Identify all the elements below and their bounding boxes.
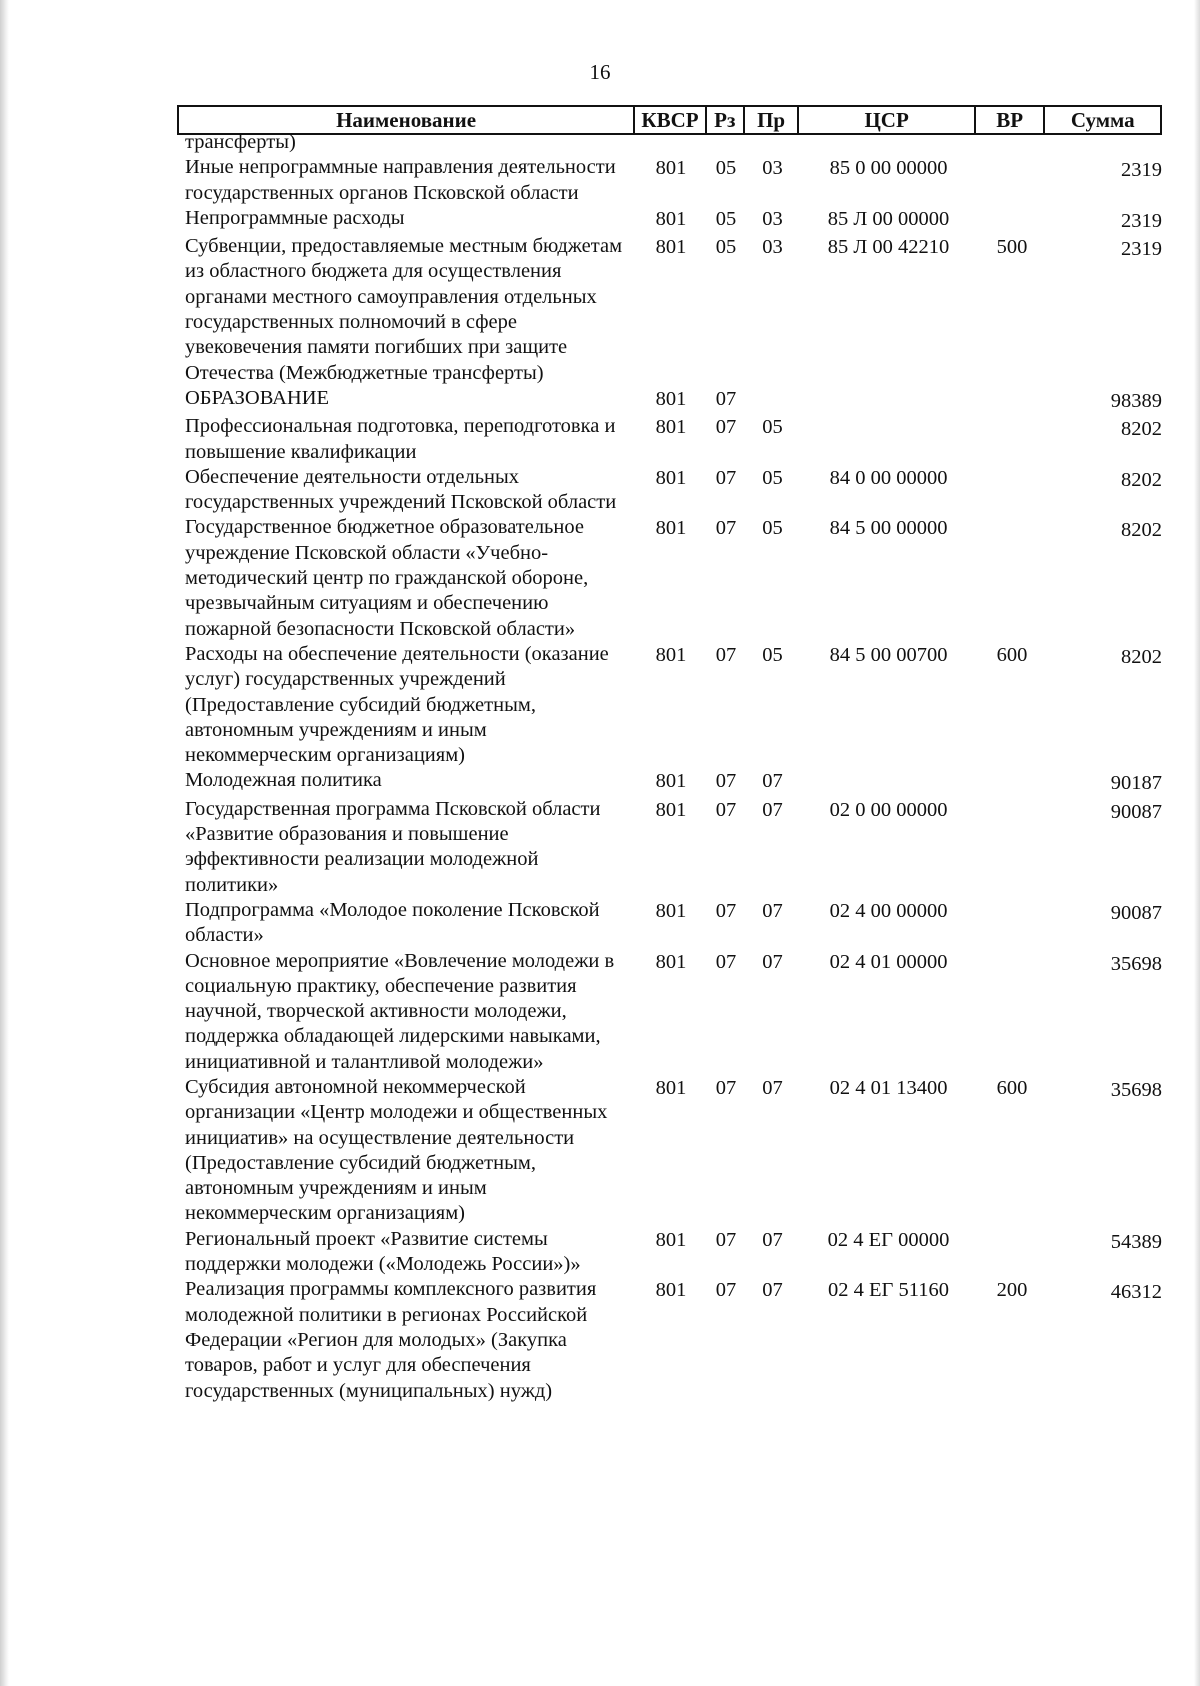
row-pr: 03	[762, 236, 783, 259]
row-kvsr: 801	[655, 950, 687, 973]
table-row	[185, 386, 1175, 414]
row-pr: 07	[762, 899, 783, 922]
row-kvsr: 801	[655, 1279, 687, 1302]
row-kvsr: 801	[655, 899, 687, 922]
row-sum: 35698	[1110, 1078, 1162, 1101]
table-row	[185, 1277, 1175, 1403]
row-pr: 07	[762, 1076, 783, 1099]
row-pr: 03	[762, 157, 783, 180]
table-row	[185, 130, 1175, 155]
row-kvsr: 801	[655, 387, 687, 410]
row-pr: 07	[762, 1279, 783, 1302]
row-sum: 90087	[1110, 901, 1162, 924]
row-csr: 02 4 01 13400	[829, 1076, 948, 1099]
row-rz: 07	[715, 1076, 737, 1099]
row-sum: 8202	[1121, 645, 1162, 668]
row-kvsr: 801	[655, 207, 687, 230]
header-kvsr: КВСР	[635, 107, 707, 133]
row-sum: 90087	[1110, 800, 1162, 823]
row-pr	[745, 386, 800, 387]
row-rz: 07	[715, 950, 737, 973]
header-csr: ЦСР	[799, 107, 975, 133]
row-name: Реализация программы комплексного развития молодежной политики в регионах Российской Федерации «Регион для молодых» (Закупка товаров, работ и услуг для обеспечения государственных (муниципальных) нужд)	[185, 1278, 597, 1402]
row-rz: 05	[715, 236, 737, 259]
row-vr	[977, 206, 1047, 207]
row-vr	[977, 386, 1047, 387]
table-row	[185, 234, 1175, 386]
row-kvsr: 801	[655, 798, 687, 821]
row-pr: 05	[762, 517, 783, 540]
header-name: Наименование	[179, 107, 635, 133]
row-vr: 500	[996, 236, 1028, 259]
row-csr: 84 5 00 00000	[829, 517, 948, 540]
row-sum: 8202	[1121, 468, 1162, 491]
row-sum: 8202	[1121, 418, 1162, 441]
row-csr: 84 5 00 00700	[829, 643, 948, 666]
table-row	[185, 642, 1175, 768]
row-sum: 2319	[1121, 209, 1162, 232]
header-rz: Рз	[707, 107, 745, 133]
row-name: Молодежная политика	[185, 769, 382, 792]
row-vr	[977, 949, 1047, 950]
row-rz: 07	[715, 466, 737, 489]
row-rz: 07	[715, 798, 737, 821]
table-row	[185, 768, 1175, 796]
row-pr: 05	[762, 643, 783, 666]
table-row	[185, 898, 1175, 949]
row-sum: 90187	[1110, 772, 1162, 795]
row-pr	[745, 130, 800, 131]
row-kvsr: 801	[655, 643, 687, 666]
row-csr: 02 0 00 00000	[829, 798, 948, 821]
row-name: Государственная программа Псковской области «Развитие образования и повышение эффективности реализации молодежной политики»	[185, 797, 601, 896]
table-row	[185, 515, 1175, 641]
row-csr: 02 4 01 00000	[829, 950, 948, 973]
row-vr	[977, 465, 1047, 466]
scan-edge-left	[0, 0, 9, 1686]
row-sum: 46312	[1110, 1281, 1162, 1304]
row-csr: 02 4 ЕГ 51160	[828, 1279, 949, 1302]
row-sum: 35698	[1110, 952, 1162, 975]
row-rz: 07	[715, 643, 737, 666]
row-vr	[977, 155, 1047, 156]
row-pr: 07	[762, 950, 783, 973]
row-sum: 2319	[1121, 159, 1162, 182]
row-vr	[977, 414, 1047, 415]
row-rz: 05	[715, 157, 737, 180]
table-row	[185, 414, 1175, 465]
row-rz: 07	[715, 416, 737, 439]
row-pr: 07	[762, 798, 783, 821]
row-name: Основное мероприятие «Вовлечение молодежи в социальную практику, обеспечение развития научной, творческой активности молодежи, поддержка обладающей лидерскими навыками, инициативной и талантливой молодежи»	[185, 949, 615, 1073]
row-csr	[800, 386, 977, 387]
row-rz: 07	[715, 770, 737, 793]
row-sum	[1047, 130, 1162, 133]
row-csr	[800, 414, 977, 415]
row-vr: 200	[996, 1279, 1028, 1302]
row-csr: 85 Л 00 42210	[827, 236, 950, 259]
row-sum: 2319	[1121, 238, 1162, 261]
row-name: Иные непрограммные направления деятельности государственных органов Псковской области	[185, 156, 616, 204]
table-row	[185, 949, 1175, 1075]
row-kvsr: 801	[655, 466, 687, 489]
table-row	[185, 465, 1175, 516]
table-row	[185, 1075, 1175, 1227]
row-kvsr	[635, 130, 707, 131]
row-vr: 600	[996, 1076, 1028, 1099]
row-rz: 07	[715, 517, 737, 540]
header-vr: ВР	[976, 107, 1046, 133]
table-row	[185, 206, 1175, 234]
row-pr: 05	[762, 466, 783, 489]
row-sum: 54389	[1110, 1230, 1162, 1253]
row-kvsr: 801	[655, 1076, 687, 1099]
row-vr	[977, 797, 1047, 798]
row-kvsr: 801	[655, 416, 687, 439]
row-sum: 98389	[1110, 389, 1162, 412]
row-name: Субсидия автономной некоммерческой организации «Центр молодежи и общественных инициатив» на осуществление деятельности (Предоставление субсидий бюджетным, автономным учреждениям и иным некоммерческим организациям)	[185, 1075, 608, 1225]
row-csr: 85 Л 00 00000	[827, 207, 950, 230]
row-csr: 84 0 00 00000	[829, 466, 948, 489]
row-kvsr: 801	[655, 157, 687, 180]
row-csr: 85 0 00 00000	[829, 157, 948, 180]
header-sum: Сумма	[1070, 107, 1135, 132]
page-number: 16	[589, 60, 611, 84]
row-name: Подпрограмма «Молодое поколение Псковской области»	[185, 898, 600, 947]
row-name: Обеспечение деятельности отдельных государственных учреждений Псковской области	[185, 465, 617, 514]
row-name: Региональный проект «Развитие системы поддержки молодежи («Молодежь России»)»	[185, 1227, 581, 1276]
table-row	[185, 797, 1175, 898]
row-name: Государственное бюджетное образовательное учреждение Псковской области «Учебно-методический центр по гражданской обороне, чрезвычайным ситуациям и обеспечению пожарной безопасности Псковской области»	[185, 516, 589, 640]
row-pr: 07	[762, 1228, 783, 1251]
row-csr: 02 4 00 00000	[829, 899, 948, 922]
row-rz: 07	[715, 387, 737, 410]
table-body	[185, 130, 1175, 1404]
scan-edge-right	[1194, 0, 1200, 1686]
row-vr	[977, 1227, 1047, 1228]
row-csr	[800, 768, 977, 769]
row-rz: 05	[715, 207, 737, 230]
row-name: ОБРАЗОВАНИЕ	[185, 386, 330, 409]
row-vr	[977, 768, 1047, 769]
row-csr: 02 4 ЕГ 00000	[827, 1228, 950, 1251]
row-rz: 07	[715, 1279, 737, 1302]
row-kvsr: 801	[655, 517, 687, 540]
row-vr: 600	[996, 643, 1028, 666]
row-rz: 07	[715, 899, 737, 922]
row-pr: 07	[762, 770, 783, 793]
row-vr	[977, 130, 1047, 131]
row-name: Непрограммные расходы	[185, 206, 405, 229]
row-rz: 07	[715, 1228, 737, 1251]
row-name: Профессиональная подготовка, переподготовка и повышение квалификации	[185, 415, 616, 463]
table-row	[185, 1227, 1175, 1278]
row-kvsr: 801	[655, 236, 687, 259]
row-pr: 05	[762, 416, 783, 439]
row-name: Субвенции, предоставляемые местным бюджетам из областного бюджета для осуществления органами местного самоуправления отдельных государственных полномочий в сфере увековечения памяти погибших при защите Отечества (Межбюджетные трансферты)	[185, 235, 623, 384]
table-row	[185, 155, 1175, 206]
row-rz	[707, 130, 745, 131]
row-vr	[977, 515, 1047, 516]
row-vr	[977, 898, 1047, 899]
row-pr: 03	[762, 207, 783, 230]
row-csr	[800, 130, 977, 131]
row-name: Расходы на обеспечение деятельности (оказание услуг) государственных учреждений (Предоставление субсидий бюджетным, автономным учреждениям и иным некоммерческим организациям)	[185, 642, 609, 767]
row-kvsr: 801	[655, 770, 687, 793]
row-kvsr: 801	[655, 1228, 687, 1251]
header-pr: Пр	[745, 107, 800, 133]
row-sum: 8202	[1121, 519, 1162, 542]
row-name: трансферты)	[185, 131, 296, 153]
